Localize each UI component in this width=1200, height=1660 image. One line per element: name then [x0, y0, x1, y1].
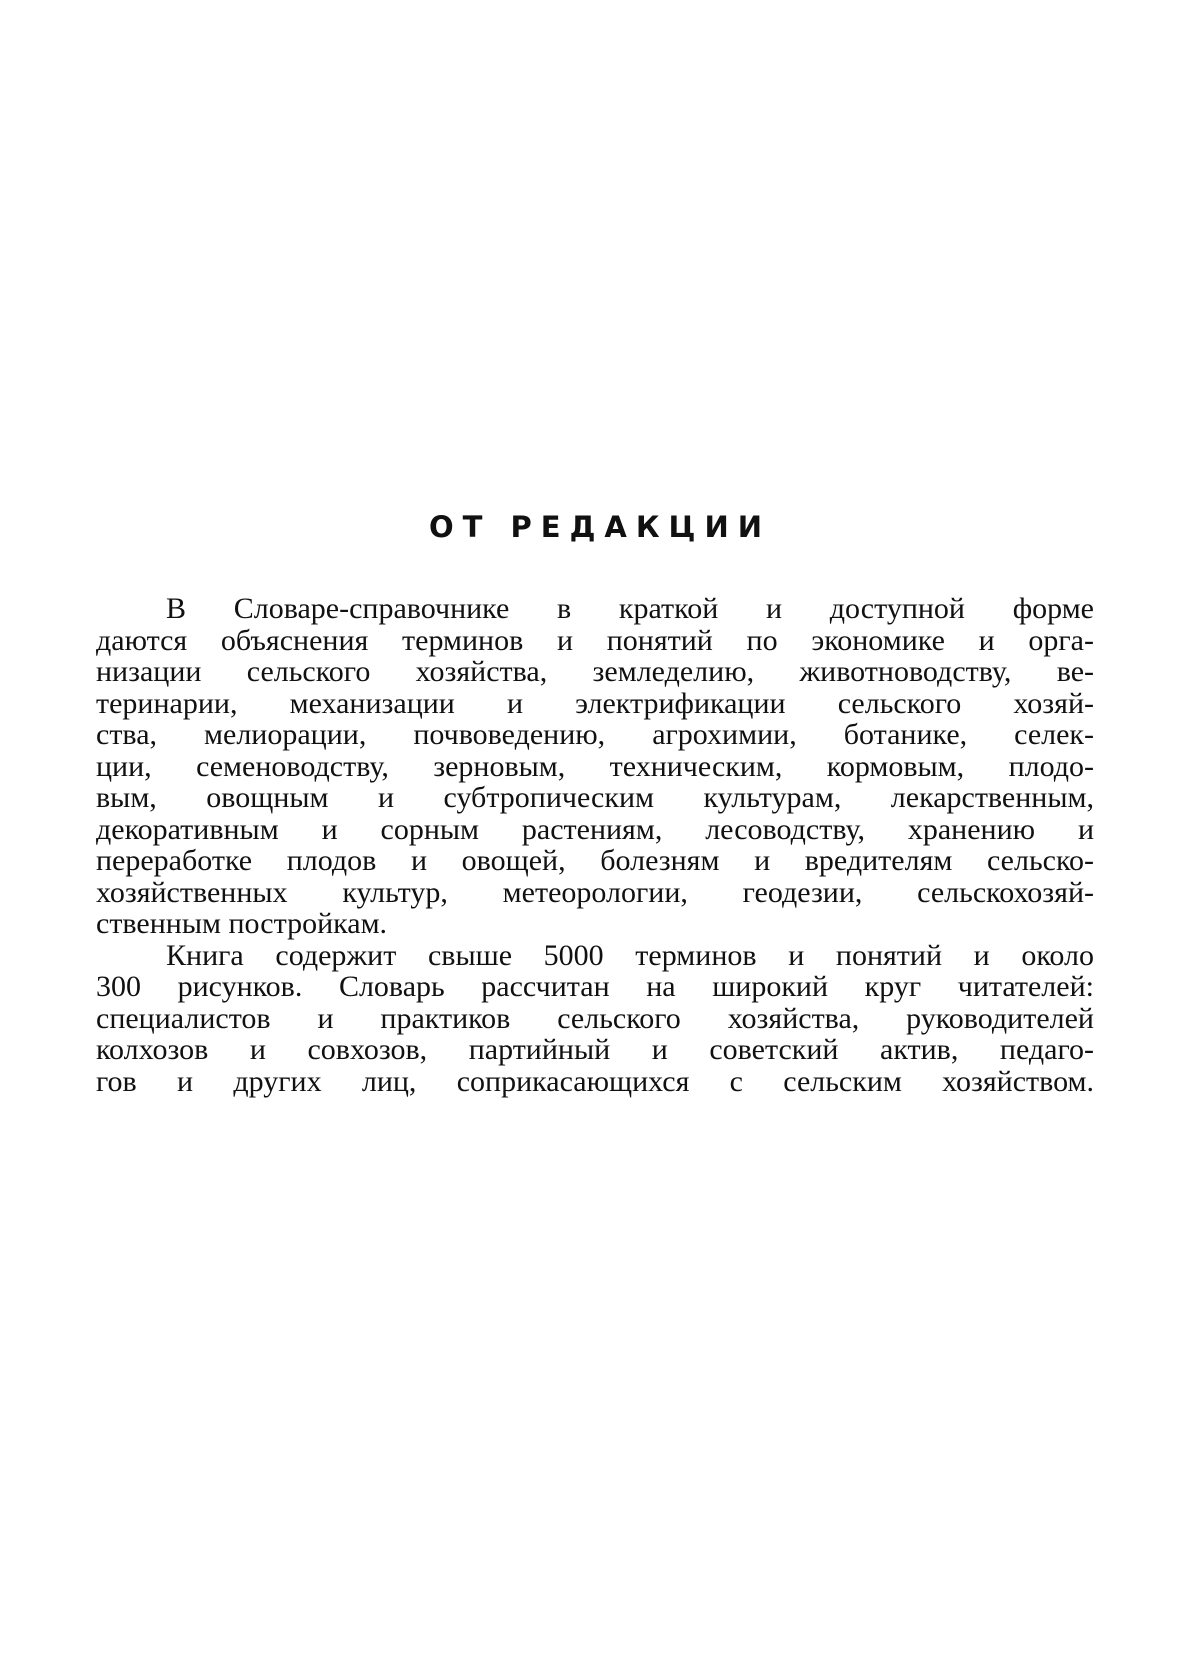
text-line: гов и других лиц, соприкасающихся с сельским хозяйством. — [96, 1064, 1094, 1098]
text-line: даются объяснения терминов и понятий по экономике и орга- — [96, 623, 1094, 657]
text-line: низации сельского хозяйства, земледелию, животноводству, ве- — [96, 655, 1094, 688]
paragraph-2 — [96, 940, 1094, 1098]
text-line: Книга содержит свыше 5000 терминов и понятий и около — [166, 938, 1094, 972]
text-line: вым, овощным и субтропическим культурам, лекарственным, — [96, 781, 1094, 814]
body-text — [96, 593, 1094, 1097]
text-line: специалистов и практиков сельского хозяйства, руководителей — [96, 1001, 1094, 1035]
text-line: теринарии, механизации и электрификации сельского хозяй- — [96, 686, 1094, 720]
text-line: В Словаре-справочнике в краткой и доступной форме — [166, 592, 1094, 625]
text-line: колхозов и совхозов, партийный и советский актив, педаго- — [96, 1033, 1094, 1066]
text-line: 300 рисунков. Словарь рассчитан на широкий круг читателей: — [96, 970, 1094, 1003]
text-line: хозяйственных культур, метеорологии, геодезии, сельскохозяй- — [96, 875, 1094, 909]
text-line: переработке плодов и овощей, болезням и вредителям сельско- — [96, 844, 1094, 877]
text-line: декоративным и сорным растениям, лесоводству, хранению и — [96, 812, 1094, 846]
text-line: ственным постройкам. — [96, 907, 388, 940]
page-heading: ОТ РЕДАКЦИИ — [428, 510, 772, 544]
paragraph-1 — [96, 593, 1094, 940]
text-line: ции, семеноводству, зерновым, техническим, кормовым, плодо- — [96, 749, 1094, 783]
text-line: ства, мелиорации, почвоведению, агрохимии, ботанике, селек- — [96, 718, 1094, 751]
